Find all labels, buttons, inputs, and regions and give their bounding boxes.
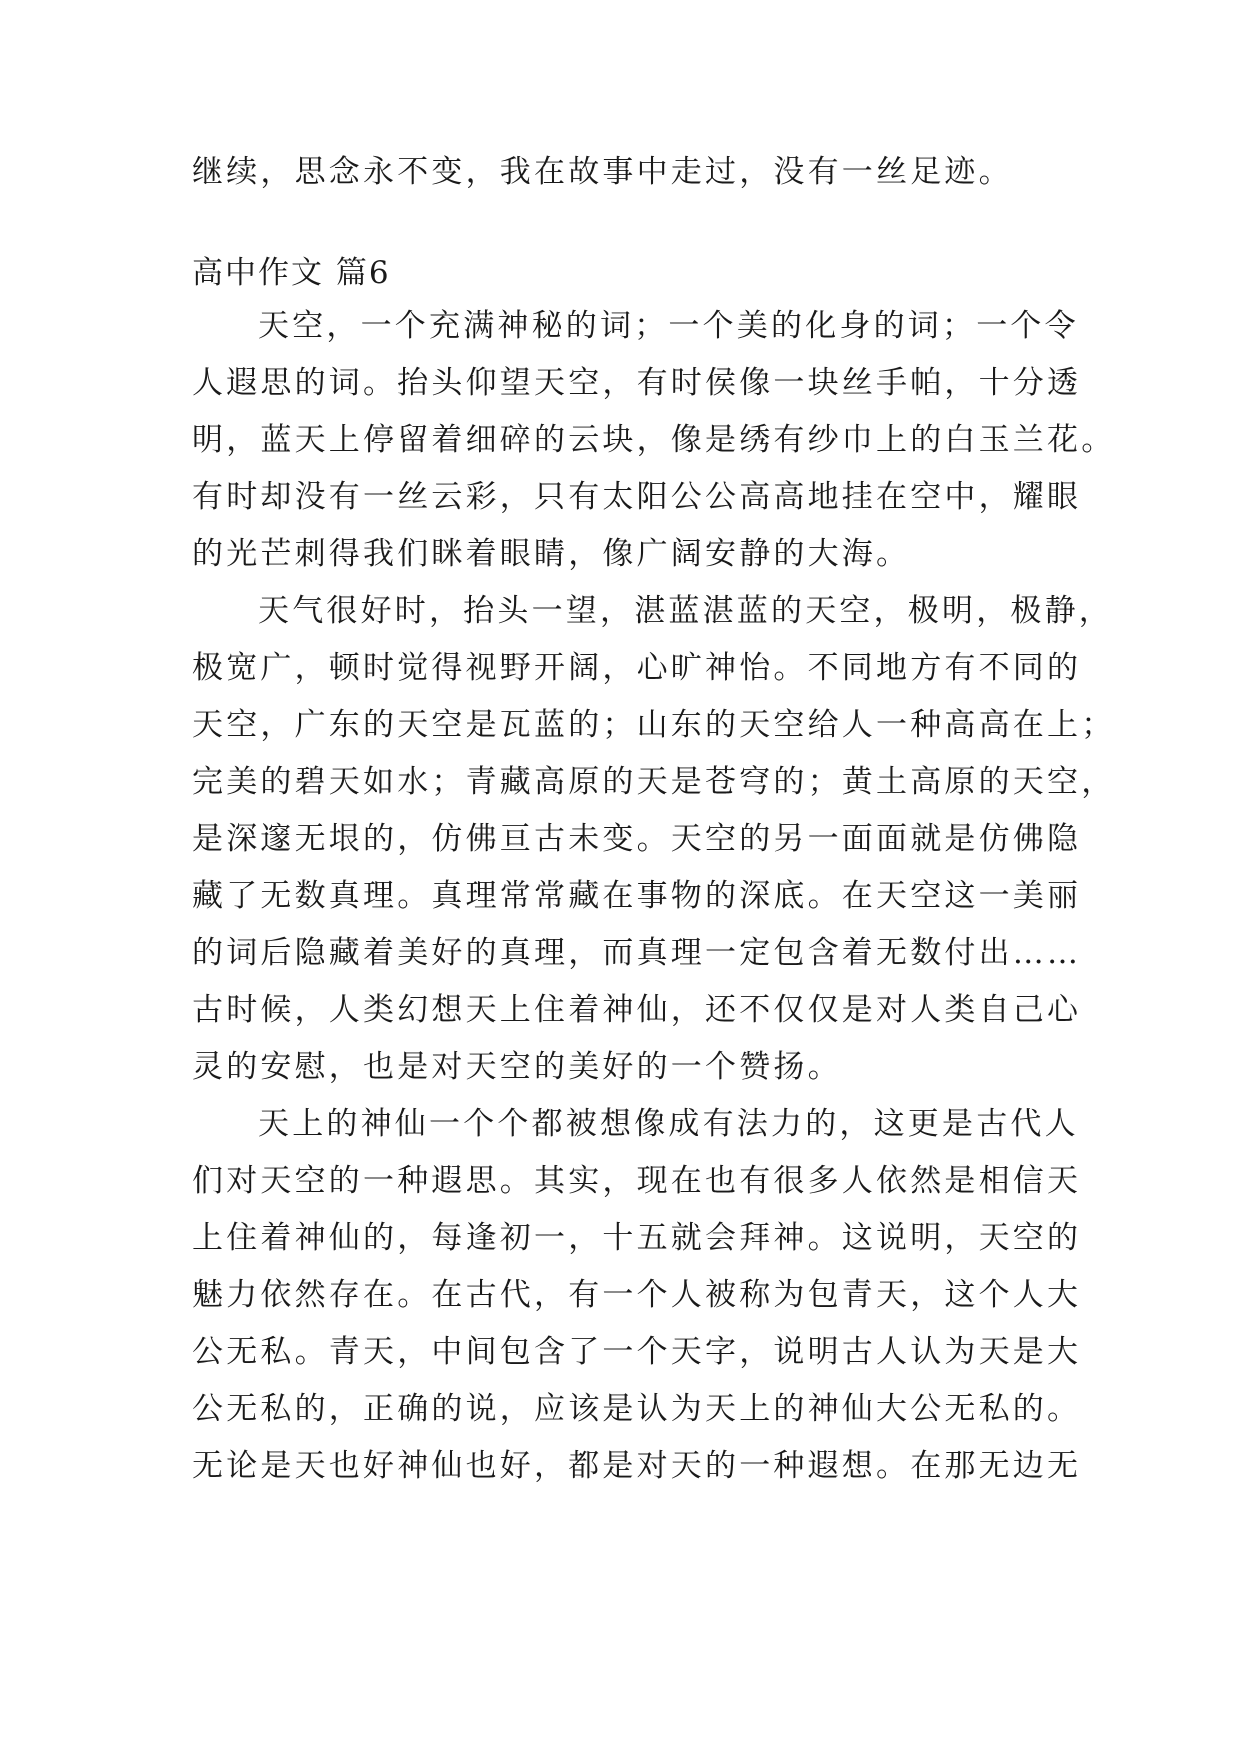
section-heading: 高中作文 篇6	[192, 255, 391, 291]
text-line: 是深邃无垠的，仿佛亘古未变。天空的另一面面就是仿佛隐	[192, 821, 1082, 857]
text-line: 完美的碧天如水；青藏高原的天是苍穹的；黄土高原的天空，	[192, 764, 1116, 800]
text-line: 公无私。青天，中间包含了一个天字，说明古人认为天是大	[192, 1334, 1082, 1370]
text-line: 明，蓝天上停留着细碎的云块，像是绣有纱巾上的白玉兰花。	[192, 422, 1116, 458]
text-line: 有时却没有一丝云彩，只有太阳公公高高地挂在空中，耀眼	[192, 479, 1082, 515]
text-line: 们对天空的一种遐思。其实，现在也有很多人依然是相信天	[192, 1163, 1082, 1199]
text-line: 魅力依然存在。在古代，有一个人被称为包青天，这个人大	[192, 1277, 1082, 1313]
text-line: 藏了无数真理。真理常常藏在事物的深底。在天空这一美丽	[192, 878, 1082, 914]
text-line: 的光芒刺得我们眯着眼睛，像广阔安静的大海。	[192, 536, 911, 572]
text-line: 的词后隐藏着美好的真理，而真理一定包含着无数付出……	[192, 935, 1082, 971]
text-line: 上住着神仙的，每逢初一，十五就会拜神。这说明，天空的	[192, 1220, 1082, 1256]
text-line: 天上的神仙一个个都被想像成有法力的，这更是古代人	[258, 1106, 1079, 1142]
text-line: 继续，思念永不变，我在故事中走过，没有一丝足迹。	[192, 154, 1013, 190]
text-line: 天空，一个充满神秘的词；一个美的化身的词；一个令	[258, 308, 1079, 344]
text-line: 灵的安慰，也是对天空的美好的一个赞扬。	[192, 1049, 842, 1085]
text-line: 天气很好时，抬头一望，湛蓝湛蓝的天空，极明，极静，	[258, 593, 1113, 629]
text-line: 无论是天也好神仙也好，都是对天的一种遐想。在那无边无	[192, 1448, 1082, 1484]
text-line: 极宽广，顿时觉得视野开阔，心旷神怡。不同地方有不同的	[192, 650, 1082, 686]
text-line: 古时候，人类幻想天上住着神仙，还不仅仅是对人类自己心	[192, 992, 1082, 1028]
text-line: 人遐思的词。抬头仰望天空，有时侯像一块丝手帕，十分透	[192, 365, 1082, 401]
text-line: 公无私的，正确的说，应该是认为天上的神仙大公无私的。	[192, 1391, 1082, 1427]
text-line: 天空，广东的天空是瓦蓝的；山东的天空给人一种高高在上；	[192, 707, 1116, 743]
